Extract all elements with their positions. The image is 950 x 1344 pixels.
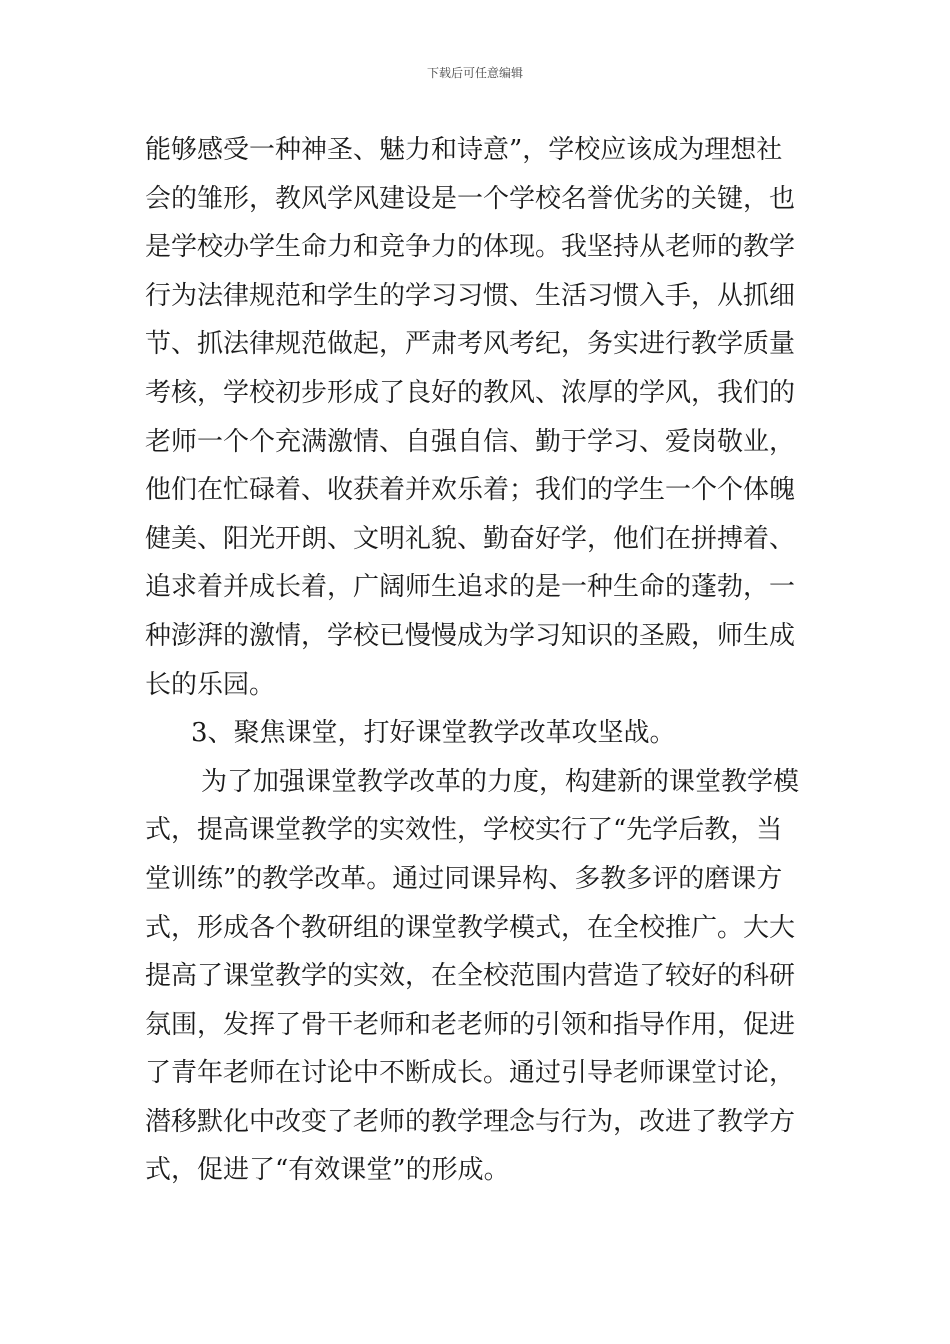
text-line: 是学校办学生命力和竞争力的体现。我坚持从老师的教学 [145,232,796,263]
text-line: 潜移默化中改变了老师的教学理念与行为，改进了教学方 [145,1106,796,1137]
text-line: 考核，学校初步形成了良好的教风、浓厚的学风，我们的 [145,377,796,408]
text-line: 式，形成各个教研组的课堂教学模式，在全校推广。大大 [145,912,796,943]
document-body [145,126,810,1195]
text-line: 老师一个个充满激情、自强自信、勤于学习、爱岗敬业， [145,426,796,457]
text-line: 长的乐园。 [145,669,276,700]
text-line: 追求着并成长着，广阔师生追求的是一种生命的蓬勃，一 [145,572,796,603]
text-line: 节、抓法律规范做起，严肃考风考纪，务实进行教学质量 [145,329,796,360]
section-heading: 3、聚焦课堂，打好课堂教学改革攻坚战。 [191,718,676,749]
text-line: 会的雏形，教风学风建设是一个学校名誉优劣的关键，也 [145,183,796,214]
text-line: 式，提高课堂教学的实效性，学校实行了“先学后教，当 [145,815,783,846]
text-line: 他们在忙碌着、收获着并欢乐着；我们的学生一个个体魄 [145,475,796,506]
text-line: 氛围，发挥了骨干老师和老老师的引领和指导作用，促进 [145,1009,796,1040]
paragraph-2 [145,758,810,1195]
text-line: 了青年老师在讨论中不断成长。通过引导老师课堂讨论， [145,1058,796,1089]
text-line: 能够感受一种神圣、魅力和诗意”，学校应该成为理想社 [145,135,783,165]
text-line: 为了加强课堂教学改革的力度，构建新的课堂教学模 [201,766,800,797]
text-line: 行为法律规范和学生的学习习惯、生活习惯入手，从抓细 [145,280,796,311]
text-line: 式，促进了“有效课堂”的形成。 [145,1155,510,1186]
page-header: 下载后可任意编辑 [426,66,523,80]
text-line: 提高了课堂教学的实效，在全校范围内营造了较好的科研 [145,961,796,992]
paragraph-1 [145,126,810,709]
text-line: 健美、阳光开朗、文明礼貌、勤奋好学，他们在拼搏着、 [145,523,796,554]
text-line: 堂训练”的教学改革。通过同课异构、多教多评的磨课方 [145,863,783,894]
text-line: 种澎湃的激情，学校已慢慢成为学习知识的圣殿，师生成 [145,620,796,651]
